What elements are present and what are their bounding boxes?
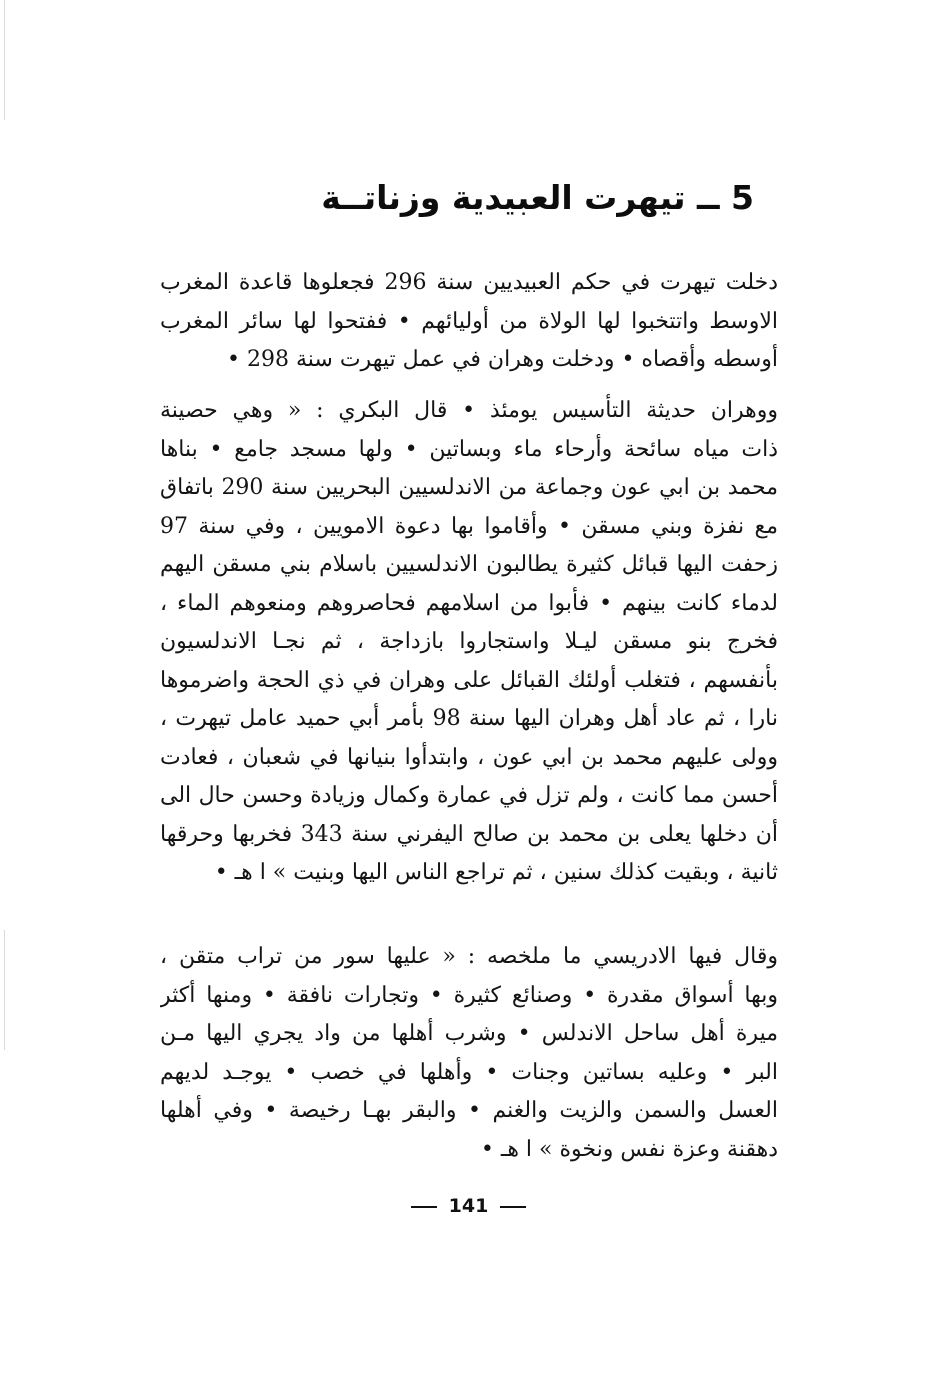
text-line: فخرج بنو مسقن ليـلا واستجاروا بازداجة ، ثم نجـا الاندلسيون: [160, 629, 778, 654]
paragraph-2: [160, 392, 778, 893]
text-line: وولى عليهم محمد بن ابي عون ، وابتدأوا بنيانها في شعبان ، فعادت: [160, 744, 778, 770]
text-line: مع نفزة وبني مسقن • وأقاموا بها دعوة الامويين ، وفي سنة 97: [160, 513, 778, 539]
text-line: دهقنة وعزة نفس ونخوة » ا هـ •: [480, 1136, 778, 1162]
text-line: زحفت اليها قبائل كثيرة يطالبون الاندلسيين باسلام بني مسقن اليهم: [160, 552, 778, 577]
page-footer: [0, 1192, 937, 1220]
text-line: ذات مياه سائحة وأرحاء ماء وبساتين • ولها مسجد جامع • بناها: [160, 436, 778, 462]
text-line: وقال فيها الادريسي ما ملخصه : « عليها سور من تراب متقن ،: [160, 944, 778, 969]
page-number: 141: [448, 1195, 489, 1217]
text-line: دخلت تيهرت في حكم العبيديين سنة 296 فجعلوها قاعدة المغرب: [160, 270, 778, 295]
page-edge-mark: [4, 0, 5, 120]
text-line: بأنفسهم ، فتغلب أولئك القبائل على وهران في ذي الحجة واضرموها: [160, 667, 778, 693]
chapter-title: 5 ــ تيهرت العبيدية وزناتــة: [321, 178, 754, 217]
text-line: العسل والسمن والزيت والغنم • والبقر بهـا رخيصة • وفي أهلها: [160, 1098, 778, 1123]
text-line: ميرة أهل ساحل الاندلس • وشرب أهلها من واد يجري اليها مـن: [160, 1021, 778, 1046]
text-line: محمد بن ابي عون وجماعة من الاندلسيين البحريين سنة 290 باتفاق: [160, 475, 778, 500]
text-line: أوسطه وأقصاه • ودخلت وهران في عمل تيهرت سنة 298 •: [227, 347, 778, 372]
text-line: البر • وعليه بساتين وجنات • وأهلها في خصب • يوجـد لديهم: [160, 1059, 778, 1085]
text-line: وبها أسواق مقدرة • وصنائع كثيرة • وتجارات نافقة • ومنها أكثر: [160, 982, 778, 1008]
paragraph-3: [160, 938, 778, 1169]
page-edge-mark: [4, 930, 5, 1050]
text-line: أحسن مما كانت ، ولم تزل في عمارة وكمال وزيادة وحسن حال الى: [160, 783, 778, 808]
text-line: لدماء كانت بينهم • فأبوا من اسلامهم فحاصروهم ومنعوهم الماء ،: [160, 590, 778, 616]
dash-left: [411, 1206, 437, 1208]
text-line: أن دخلها يعلى بن محمد بن صالح اليفرني سنة 343 فخربها وحرقها: [160, 821, 778, 847]
paragraph-1: [160, 264, 778, 380]
text-line: الاوسط واتتخبوا لها الولاة من أوليائهم • ففتحوا لها سائر المغرب: [160, 308, 778, 334]
text-line: ثانية ، وبقيت كذلك سنين ، ثم تراجع الناس اليها وبنيت » ا هـ •: [214, 860, 778, 885]
dash-right: [500, 1206, 526, 1208]
text-line: ووهران حديثة التأسيس يومئذ • قال البكري : « وهي حصينة: [160, 398, 778, 423]
text-line: نارا ، ثم عاد أهل وهران اليها سنة 98 بأمر أبي حميد عامل تيهرت ،: [160, 706, 778, 731]
